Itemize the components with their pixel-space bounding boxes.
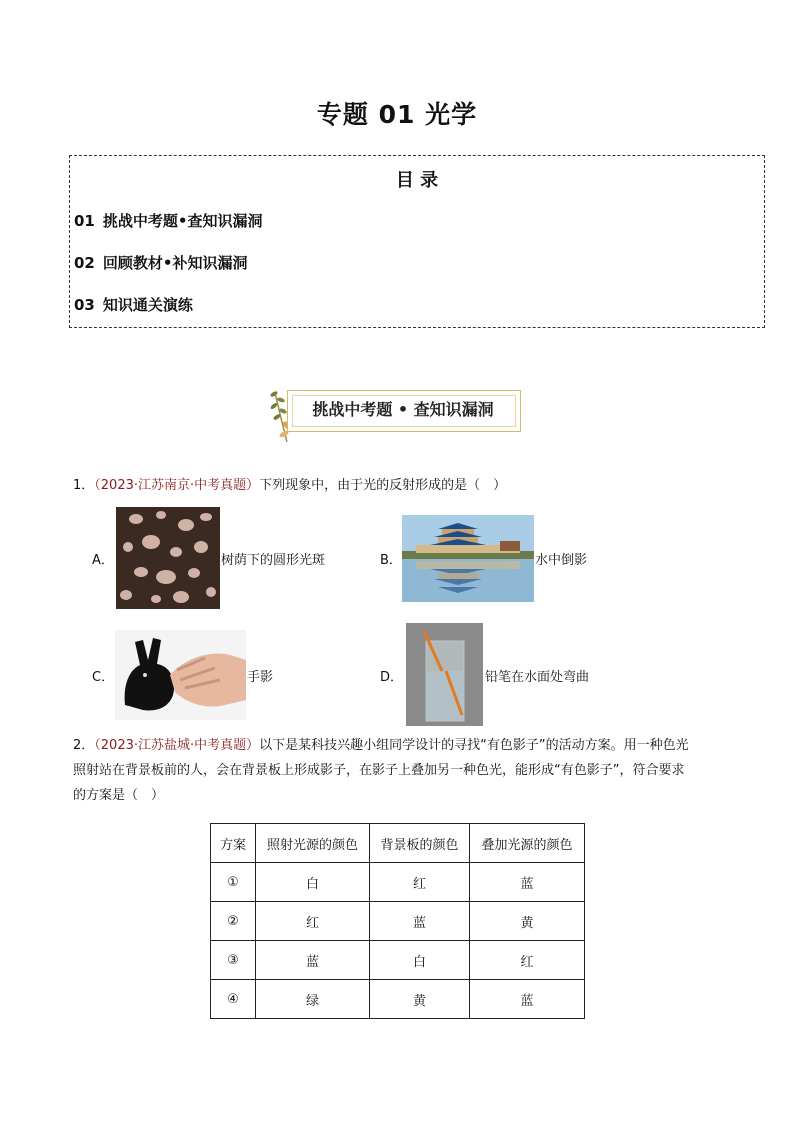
table-header-row [211,824,585,863]
question-number: 2． [73,738,95,753]
question-number: 1． [73,478,95,493]
option-c-letter[interactable]: C． [92,670,115,685]
table-cell: 红 [370,863,470,902]
toc-item-2[interactable] [74,252,247,273]
temple-water-reflection-image [402,515,534,602]
option-d-text: 铅笔在水面处弯曲 [485,670,590,685]
question-text: 下列现象中，由于光的反射形成的是（ ） [259,478,507,493]
hand-shadow-image [115,630,246,720]
table-cell: 白 [370,941,470,980]
toc-item-number: 01 [74,212,95,230]
table-row [211,941,585,980]
toc-item-label: 挑战中考题•查知识漏洞 [102,212,263,230]
table-header: 叠加光源的颜色 [470,824,585,863]
table-cell: 黄 [470,902,585,941]
tree-shade-light-spots-image [116,507,220,609]
option-a-text: 树荫下的圆形光斑 [221,553,326,568]
table-header: 背景板的颜色 [370,824,470,863]
option-b-text: 水中倒影 [535,553,588,568]
table-cell: 蓝 [470,863,585,902]
option-a-letter[interactable]: A． [92,553,114,568]
toc-item-3[interactable] [74,294,193,315]
toc-item-label: 回顾教材•补知识漏洞 [102,254,248,272]
plan-table [210,823,585,1019]
pencil-in-water-image [406,623,483,726]
toc-item-number: 02 [74,254,95,272]
table-row [211,980,585,1019]
page-title: 专题 01 光学 [316,100,478,129]
table-row [211,863,585,902]
table-cell: 红 [256,902,370,941]
question-1-stem [73,473,733,498]
table-row [211,902,585,941]
question-source: （2023·江苏南京·中考真题） [94,478,260,493]
table-cell: 绿 [256,980,370,1019]
table-cell: 黄 [370,980,470,1019]
option-d-letter[interactable]: D． [380,670,404,685]
table-of-contents [69,155,765,328]
toc-heading: 目 录 [395,170,439,191]
table-cell: ① [211,863,256,902]
toc-item-number: 03 [74,296,95,314]
question-text-line3: 的方案是（ ） [73,788,165,803]
option-b-letter[interactable]: B． [380,553,402,568]
table-cell: ② [211,902,256,941]
table-header: 方案 [211,824,256,863]
toc-item-label: 知识通关演练 [102,296,193,314]
option-c-text: 手影 [247,670,274,685]
table-cell: ④ [211,980,256,1019]
table-cell: ③ [211,941,256,980]
table-cell: 白 [256,863,370,902]
question-2-stem [73,733,733,808]
section-banner [265,386,525,444]
toc-item-1[interactable] [74,210,262,231]
banner-label: 挑战中考题 • 查知识漏洞 [312,400,494,419]
table-cell: 蓝 [256,941,370,980]
table-cell: 蓝 [370,902,470,941]
table-cell: 红 [470,941,585,980]
question-text-line1: 以下是某科技兴趣小组同学设计的寻找“有色影子”的活动方案。用一种色光 [259,738,689,753]
question-text-line2: 照射站在背景板前的人，会在背景板上形成影子，在影子上叠加另一种色光，能形成“有色影子”，符合要求 [73,763,685,778]
table-cell: 蓝 [470,980,585,1019]
question-source: （2023·江苏盐城·中考真题） [94,738,260,753]
table-header: 照射光源的颜色 [256,824,370,863]
